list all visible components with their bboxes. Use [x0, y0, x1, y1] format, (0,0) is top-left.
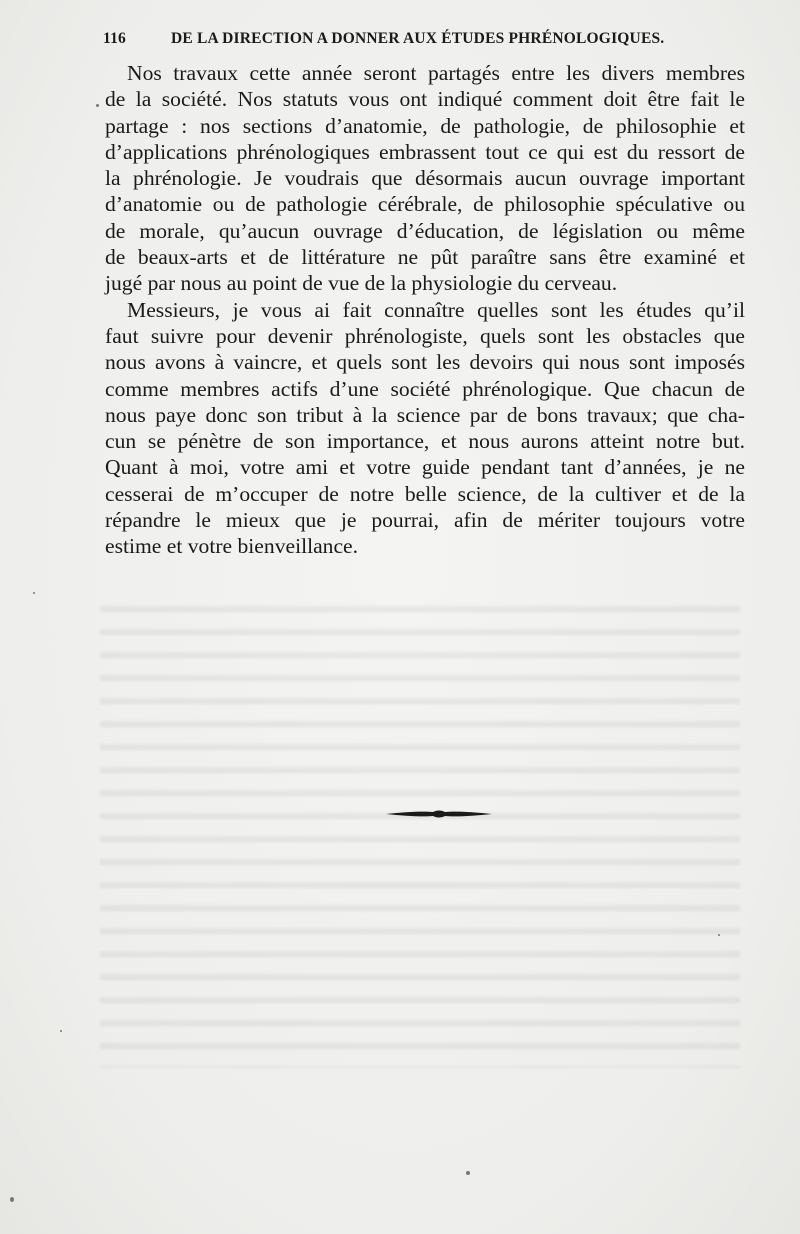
text-line: estime et votre bienveillance. — [105, 534, 359, 559]
text-line: de la société. Nos statuts vous ont indiqué comment doit être fait le — [105, 87, 745, 112]
text-line: nous avons à vaincre, et quels sont les devoirs qui nous sont imposés — [105, 350, 745, 375]
section-end-ornament — [385, 808, 493, 820]
text-line: nous paye donc son tribut à la science par de bons travaux; que cha- — [105, 402, 745, 427]
text-line: répandre le mieux que je pourrai, afin de mériter toujours votre — [105, 508, 745, 533]
running-title: DE LA DIRECTION A DONNER AUX ÉTUDES PHRÉNOLOGIQUES. — [171, 30, 665, 47]
text-line: faut suivre pour devenir phrénologiste, quels sont les obstacles que — [105, 323, 745, 348]
text-line: jugé par nous au point de vue de la physiologie du cerveau. — [105, 271, 618, 296]
paper-speck — [466, 1171, 470, 1175]
paper-speck — [96, 104, 99, 107]
running-header — [103, 30, 753, 52]
text-line: Messieurs, je vous ai fait connaître quelles sont les études qu’il — [127, 297, 745, 322]
body-text — [105, 60, 745, 560]
text-line: de beaux-arts et de littérature ne pût paraître sans être examiné et — [105, 245, 745, 270]
paper-speck — [10, 1197, 14, 1202]
text-line: d’anatomie ou de pathologie cérébrale, de philosophie spéculative ou — [105, 192, 745, 217]
paper-speck — [718, 934, 720, 936]
text-line: comme membres actifs d’une société phrénologique. Que chacun de — [105, 376, 745, 401]
paper-speck — [60, 1030, 62, 1032]
text-line: d’applications phrénologiques embrassent tout ce qui est du ressort de — [105, 139, 745, 164]
text-line: de morale, qu’aucun ouvrage d’éducation, de législation ou même — [105, 218, 745, 243]
text-line: Nos travaux cette année seront partagés entre les divers membres — [127, 61, 745, 85]
paper-speck — [33, 592, 35, 594]
text-line: la phrénologie. Je voudrais que désormais aucun ouvrage important — [105, 166, 745, 191]
text-line: cun se pénètre de son importance, et nous aurons atteint notre but. — [105, 429, 745, 454]
page-number: 116 — [103, 30, 126, 47]
text-line: partage : nos sections d’anatomie, de pathologie, de philosophie et — [105, 113, 745, 138]
text-line: cesserai de m’occuper de notre belle science, de la cultiver et de la — [105, 481, 745, 506]
bleed-through-text — [100, 598, 740, 1068]
text-line: Quant à moi, votre ami et votre guide pendant tant d’années, je ne — [105, 455, 745, 480]
